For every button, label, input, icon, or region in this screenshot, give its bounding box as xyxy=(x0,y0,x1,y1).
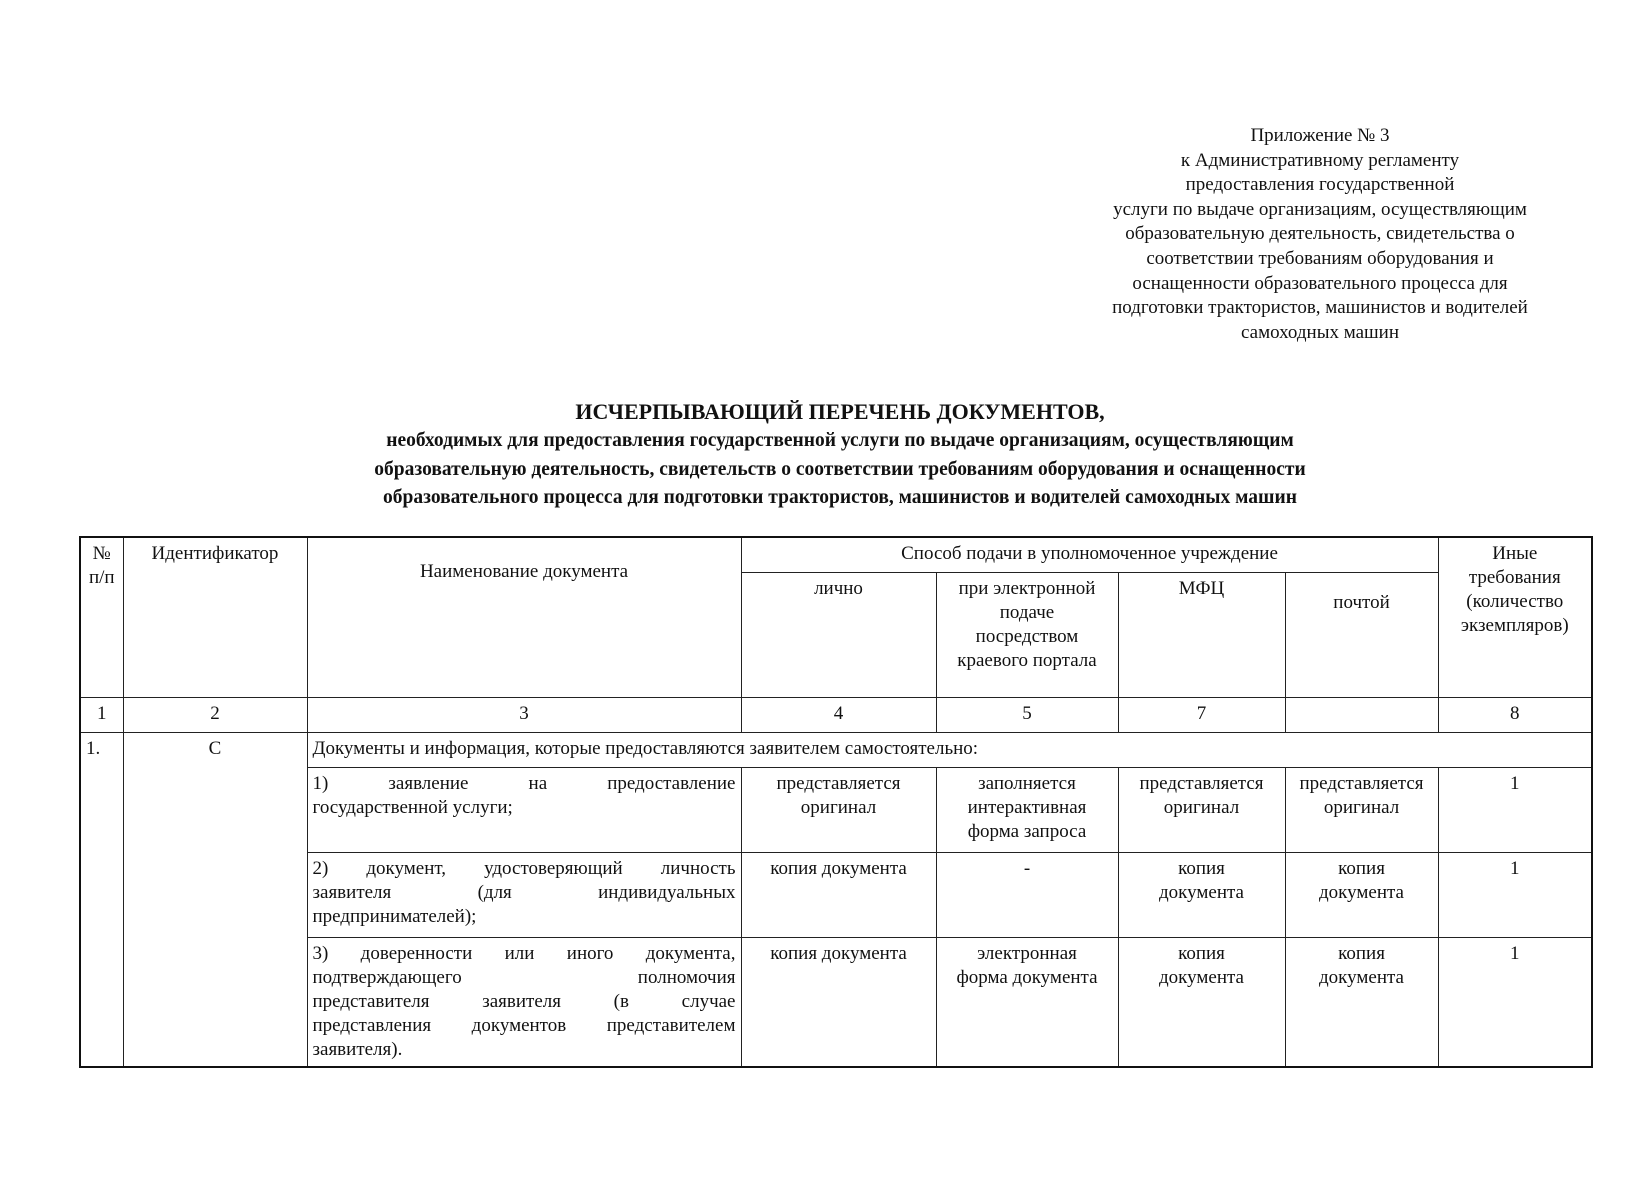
appendix-line: образовательную деятельность, свидетельства о xyxy=(1125,223,1515,245)
header-row xyxy=(80,537,1592,573)
doc-name-line: заявителя). xyxy=(312,1039,403,1060)
header-other xyxy=(1438,537,1592,698)
appendix-line: подготовки трактористов, машинистов и водителей xyxy=(1112,297,1528,319)
doc-name-line: 1) заявление на предоставление xyxy=(312,773,736,794)
section-row xyxy=(80,733,1592,768)
electronic-cell xyxy=(936,768,1118,853)
cell-line: оригинал xyxy=(800,797,877,818)
appendix-line: соответствии требованиям оборудования и xyxy=(1146,247,1494,269)
other-cell: 1 xyxy=(1438,938,1592,1068)
appendix-line: оснащенности образовательного процесса для xyxy=(1132,272,1508,294)
appendix-line: самоходных машин xyxy=(1240,321,1400,343)
table-row xyxy=(80,853,1592,938)
table-row xyxy=(80,768,1592,853)
documents-table xyxy=(79,536,1593,1068)
header-electronic-line: посредством xyxy=(975,626,1079,647)
doc-name-line: государственной услуги; xyxy=(312,797,513,818)
cell-line: заполняется xyxy=(978,773,1076,794)
doc-name-line: заявителя (для индивидуальных xyxy=(312,882,736,903)
section-num: 1. xyxy=(80,733,123,1068)
appendix-line: Приложение № 3 xyxy=(1250,125,1390,146)
section-identifier: С xyxy=(123,733,307,1068)
header-num xyxy=(80,537,123,698)
cell-line: копия документа xyxy=(770,858,907,879)
doc-name-cell xyxy=(307,938,741,1068)
header-other-line: (количество xyxy=(1466,591,1564,612)
title-subtitle xyxy=(80,427,1600,513)
section-title: Документы и информация, которые предоставляются заявителем самостоятельно: xyxy=(307,733,1592,768)
document-title xyxy=(80,397,1600,513)
header-other-line: требования xyxy=(1468,567,1561,588)
header-electronic xyxy=(936,573,1118,698)
post-cell xyxy=(1285,938,1438,1068)
cell-line: копия xyxy=(1338,858,1385,879)
title-sub-line: необходимых для предоставления государственной услуги по выдаче организациям, осуществляющим xyxy=(386,430,1294,451)
cell-line: документа xyxy=(1319,967,1404,988)
header-electronic-line: краевого портала xyxy=(957,650,1097,671)
doc-name-line: представителя заявителя (в случае xyxy=(312,991,736,1012)
cell-line: представляется xyxy=(776,773,901,794)
in-person-cell xyxy=(741,853,936,938)
other-cell: 1 xyxy=(1438,853,1592,938)
doc-name-line: 2) документ, удостоверяющий личность xyxy=(312,858,736,879)
header-method-group: Способ подачи в уполномоченное учреждение xyxy=(741,537,1438,573)
doc-name-cell xyxy=(307,853,741,938)
header-in-person: лично xyxy=(741,573,936,698)
appendix-line: услуги по выдаче организациям, осуществляющим xyxy=(1113,198,1527,220)
cell-line: копия документа xyxy=(770,943,907,964)
post-cell xyxy=(1285,853,1438,938)
header-electronic-line: при электронной xyxy=(958,578,1096,599)
cell-line: представляется xyxy=(1139,773,1264,794)
appendix-line: предоставления государственной xyxy=(1185,174,1455,196)
column-number: 1 xyxy=(80,698,123,733)
cell-line: документа xyxy=(1319,882,1404,903)
cell-line: копия xyxy=(1178,858,1225,879)
column-number-row xyxy=(80,698,1592,733)
in-person-cell xyxy=(741,768,936,853)
cell-line: электронная xyxy=(977,943,1077,964)
cell-line: форма запроса xyxy=(967,821,1087,842)
header-num-line: п/п xyxy=(88,567,115,588)
doc-name-cell xyxy=(307,768,741,853)
header-other-line: экземпляров) xyxy=(1460,615,1569,636)
doc-name-line: представления документов представителем xyxy=(312,1015,736,1036)
other-cell: 1 xyxy=(1438,768,1592,853)
doc-name-line: 3) доверенности или иного документа, xyxy=(312,943,736,964)
appendix-line: к Административному регламенту xyxy=(1180,149,1460,171)
title-sub-line: образовательного процесса для подготовки трактористов, машинистов и водителей самоходных машин xyxy=(383,487,1297,508)
cell-line: - xyxy=(1023,858,1031,879)
column-number: 3 xyxy=(307,698,741,733)
cell-line: копия xyxy=(1338,943,1385,964)
electronic-cell xyxy=(936,853,1118,938)
cell-line: представляется xyxy=(1299,773,1424,794)
header-identifier: Идентификатор xyxy=(123,537,307,698)
cell-line: оригинал xyxy=(1323,797,1400,818)
column-number: 7 xyxy=(1118,698,1285,733)
cell-line: копия xyxy=(1178,943,1225,964)
cell-line: документа xyxy=(1159,882,1244,903)
column-number: 2 xyxy=(123,698,307,733)
column-number: 8 xyxy=(1438,698,1592,733)
column-number: 4 xyxy=(741,698,936,733)
cell-line: форма документа xyxy=(956,967,1098,988)
table-row xyxy=(80,938,1592,1068)
header-other-line: Иные xyxy=(1492,543,1538,564)
header-post: почтой xyxy=(1285,573,1438,698)
cell-line: документа xyxy=(1159,967,1244,988)
mfc-cell xyxy=(1118,938,1285,1068)
cell-line: интерактивная xyxy=(967,797,1087,818)
doc-name-line: предпринимателей); xyxy=(312,906,477,927)
title-main: ИСЧЕРПЫВАЮЩИЙ ПЕРЕЧЕНЬ ДОКУМЕНТОВ, xyxy=(575,399,1105,424)
mfc-cell xyxy=(1118,853,1285,938)
header-doc-name: Наименование документа xyxy=(307,537,741,698)
electronic-cell xyxy=(936,938,1118,1068)
doc-name-line: подтверждающего полномочия xyxy=(312,967,736,988)
column-number xyxy=(1285,698,1438,733)
post-cell xyxy=(1285,768,1438,853)
mfc-cell xyxy=(1118,768,1285,853)
column-number: 5 xyxy=(936,698,1118,733)
header-electronic-line: подаче xyxy=(999,602,1055,623)
cell-line: оригинал xyxy=(1163,797,1240,818)
title-sub-line: образовательную деятельность, свидетельств о соответствии требованиям оборудования и оснащенности xyxy=(374,458,1306,480)
in-person-cell xyxy=(741,938,936,1068)
header-mfc: МФЦ xyxy=(1118,573,1285,698)
appendix-header xyxy=(1060,124,1580,345)
header-num-line: № xyxy=(92,543,111,564)
